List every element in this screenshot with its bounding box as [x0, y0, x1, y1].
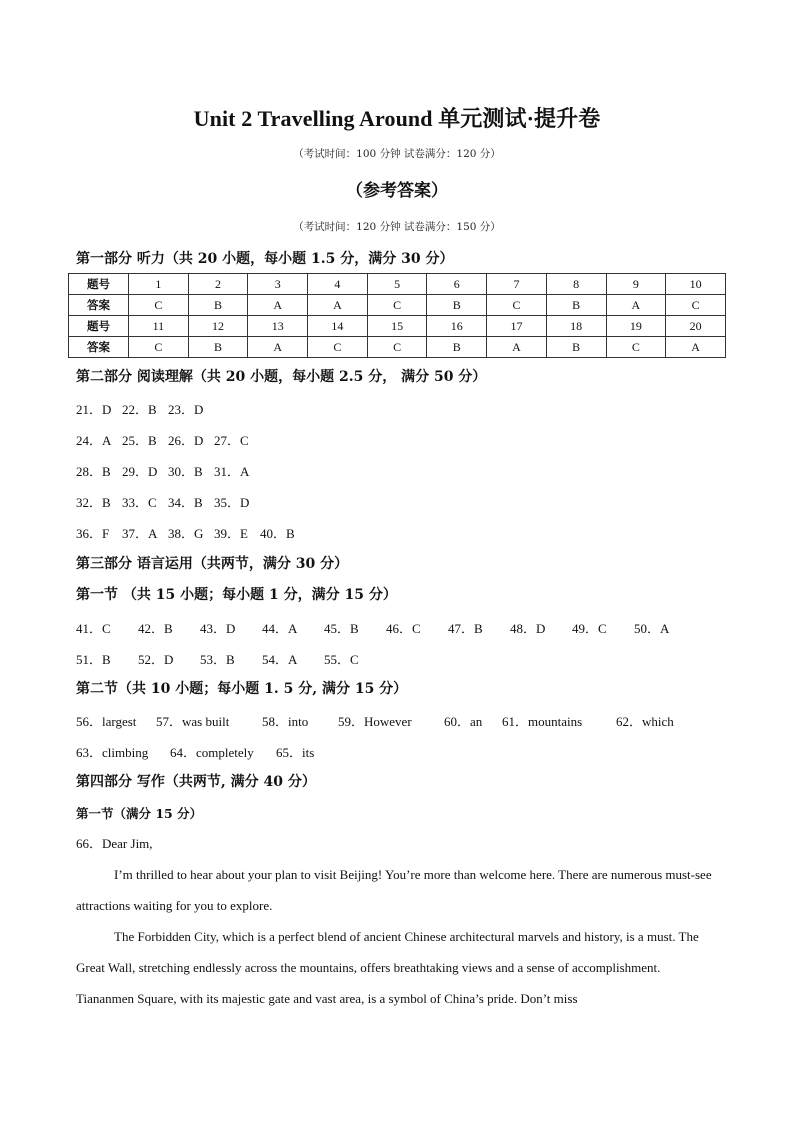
- answer-item: 50．A: [634, 621, 670, 636]
- row-label-answer: 答案: [69, 337, 129, 358]
- answer-item: 47．B: [448, 621, 483, 636]
- row-label-answer: 答案: [69, 295, 129, 316]
- answer-cell: C: [606, 337, 666, 358]
- answer-cell: A: [248, 337, 308, 358]
- answer-item: 39．E: [214, 526, 248, 541]
- answer-item: 64．completely: [170, 745, 254, 760]
- answer-item: 46．C: [386, 621, 421, 636]
- answer-item: 51．B: [76, 652, 111, 667]
- answer-item: 43．D: [200, 621, 236, 636]
- answer-cell: C: [487, 295, 547, 316]
- answer-cell: C: [367, 295, 427, 316]
- answer-item: 65．its: [276, 745, 315, 760]
- exam-info-1: （考试时间：100 分钟 试卷满分：120 分）: [293, 148, 501, 160]
- table-row-answers: [69, 337, 726, 358]
- answer-item: 54．A: [262, 652, 298, 667]
- letter-paragraph-1: I’m thrilled to hear about your plan to visit Beijing! You’re more than welcome here. There are numerous must-see attractions waiting for you to explore.: [76, 867, 712, 913]
- part3-section2-heading: 第二节（共 10 小题；每小题 1. 5 分, 满分 15 分）: [76, 681, 408, 697]
- part4-section1-heading: 第一节（满分 15 分）: [76, 806, 203, 821]
- answer-cell: A: [248, 295, 308, 316]
- answer-item: 25．B: [122, 433, 157, 448]
- page-title: Unit 2 Travelling Around 单元测试·提升卷: [193, 106, 601, 131]
- answer-cell: C: [666, 295, 726, 316]
- answer-item: 26．D: [168, 433, 204, 448]
- answer-item: 29．D: [122, 464, 158, 479]
- answer-item: 56．largest: [76, 714, 137, 729]
- answer-item: 28．B: [76, 464, 111, 479]
- question-number-cell: 9: [606, 274, 666, 295]
- answer-item: 37．A: [122, 526, 158, 541]
- answer-item: 32．B: [76, 495, 111, 510]
- answer-cell: C: [367, 337, 427, 358]
- question-number-cell: 20: [666, 316, 726, 337]
- answer-item: 42．B: [138, 621, 173, 636]
- question-number-cell: 6: [427, 274, 487, 295]
- answer-item: 61．mountains: [502, 714, 583, 729]
- answer-item: 52．D: [138, 652, 174, 667]
- answer-item: 30．B: [168, 464, 203, 479]
- answer-item: 60．an: [444, 714, 483, 729]
- letter-salutation: 66．Dear Jim,: [76, 836, 153, 851]
- question-number-cell: 11: [129, 316, 189, 337]
- part1-heading: 第一部分 听力（共 20 小题，每小题 1.5 分，满分 30 分）: [76, 251, 454, 267]
- answer-item: 57．was built: [156, 714, 230, 729]
- table-row-question-numbers: [69, 316, 726, 337]
- row-label-question: 题号: [69, 316, 129, 337]
- answer-cell: B: [546, 295, 606, 316]
- answer-item: 31．A: [214, 464, 250, 479]
- answer-item: 27．C: [214, 433, 249, 448]
- answer-cell: C: [129, 295, 189, 316]
- question-number-cell: 12: [188, 316, 248, 337]
- grammar-fill-answers-line: [76, 742, 356, 761]
- answer-cell: B: [188, 337, 248, 358]
- answer-item: 62．which: [616, 714, 674, 729]
- answer-item: 38．G: [168, 526, 204, 541]
- part4-heading: 第四部分 写作（共两节, 满分 40 分）: [76, 774, 316, 790]
- question-number-cell: 5: [367, 274, 427, 295]
- part3-section1-heading: 第一节 （共 15 小题；每小题 1 分，满分 15 分）: [76, 587, 397, 603]
- answer-item: 63．climbing: [76, 745, 149, 760]
- answer-item: 23．D: [168, 402, 204, 417]
- question-number-cell: 17: [487, 316, 547, 337]
- answer-cell: B: [188, 295, 248, 316]
- reading-answers-line: [76, 492, 260, 511]
- answer-item: 53．B: [200, 652, 235, 667]
- answer-cell: A: [308, 295, 368, 316]
- cloze-answers-line: [76, 649, 386, 668]
- answer-item: 21．D: [76, 402, 112, 417]
- table-row-answers: [69, 295, 726, 316]
- answer-cell: C: [308, 337, 368, 358]
- answer-item: 48．D: [510, 621, 546, 636]
- answer-cell: A: [606, 295, 666, 316]
- answer-item: 22．B: [122, 402, 157, 417]
- reading-answers-line: [76, 461, 260, 480]
- grammar-fill-answers-line: [76, 711, 696, 730]
- question-number-cell: 8: [546, 274, 606, 295]
- table-row-question-numbers: [69, 274, 726, 295]
- part2-heading: 第二部分 阅读理解（共 20 小题，每小题 2.5 分， 满分 50 分）: [76, 369, 487, 385]
- answer-item: 40．B: [260, 526, 295, 541]
- question-number-cell: 3: [248, 274, 308, 295]
- reading-answers-line: [76, 523, 306, 542]
- answer-item: 35．D: [214, 495, 250, 510]
- reading-answers-line: [76, 399, 214, 418]
- question-number-cell: 14: [308, 316, 368, 337]
- answer-item: 45．B: [324, 621, 359, 636]
- answer-item: 41．C: [76, 621, 111, 636]
- question-number-cell: 15: [367, 316, 427, 337]
- question-number-cell: 1: [129, 274, 189, 295]
- answer-cell: B: [427, 337, 487, 358]
- answer-item: 44．A: [262, 621, 298, 636]
- question-number-cell: 10: [666, 274, 726, 295]
- answer-cell: C: [129, 337, 189, 358]
- question-number-cell: 16: [427, 316, 487, 337]
- answer-item: 34．B: [168, 495, 203, 510]
- row-label-question: 题号: [69, 274, 129, 295]
- answer-cell: A: [487, 337, 547, 358]
- answer-item: 55．C: [324, 652, 359, 667]
- question-number-cell: 19: [606, 316, 666, 337]
- letter-paragraph-2: The Forbidden City, which is a perfect blend of ancient Chinese architectural marvels and history, is a must. The Great Wall, stretching endlessly across the mountains, offers breathtaking views and a sense of accomplishment. Tiananmen Square, with its majestic gate and vast area, is a symbol of China’s pride. Don’t miss: [76, 929, 699, 1006]
- answer-cell: B: [427, 295, 487, 316]
- answer-item: 33．C: [122, 495, 157, 510]
- answer-cell: A: [666, 337, 726, 358]
- answer-item: 59．However: [338, 714, 412, 729]
- reading-answers-line: [76, 430, 260, 449]
- page-subtitle: （参考答案）: [346, 181, 448, 201]
- listening-answer-table: [68, 273, 726, 358]
- answer-item: 36．F: [76, 526, 110, 541]
- exam-info-2: （考试时间：120 分钟 试卷满分：150 分）: [293, 221, 501, 233]
- answer-item: 58．into: [262, 714, 309, 729]
- question-number-cell: 2: [188, 274, 248, 295]
- question-number-cell: 4: [308, 274, 368, 295]
- answer-item: 24．A: [76, 433, 112, 448]
- question-number-cell: 13: [248, 316, 308, 337]
- part3-heading: 第三部分 语言运用（共两节，满分 30 分）: [76, 556, 349, 572]
- cloze-answers-line: [76, 618, 696, 637]
- question-number-cell: 18: [546, 316, 606, 337]
- question-number-cell: 7: [487, 274, 547, 295]
- answer-item: 49．C: [572, 621, 607, 636]
- answer-cell: B: [546, 337, 606, 358]
